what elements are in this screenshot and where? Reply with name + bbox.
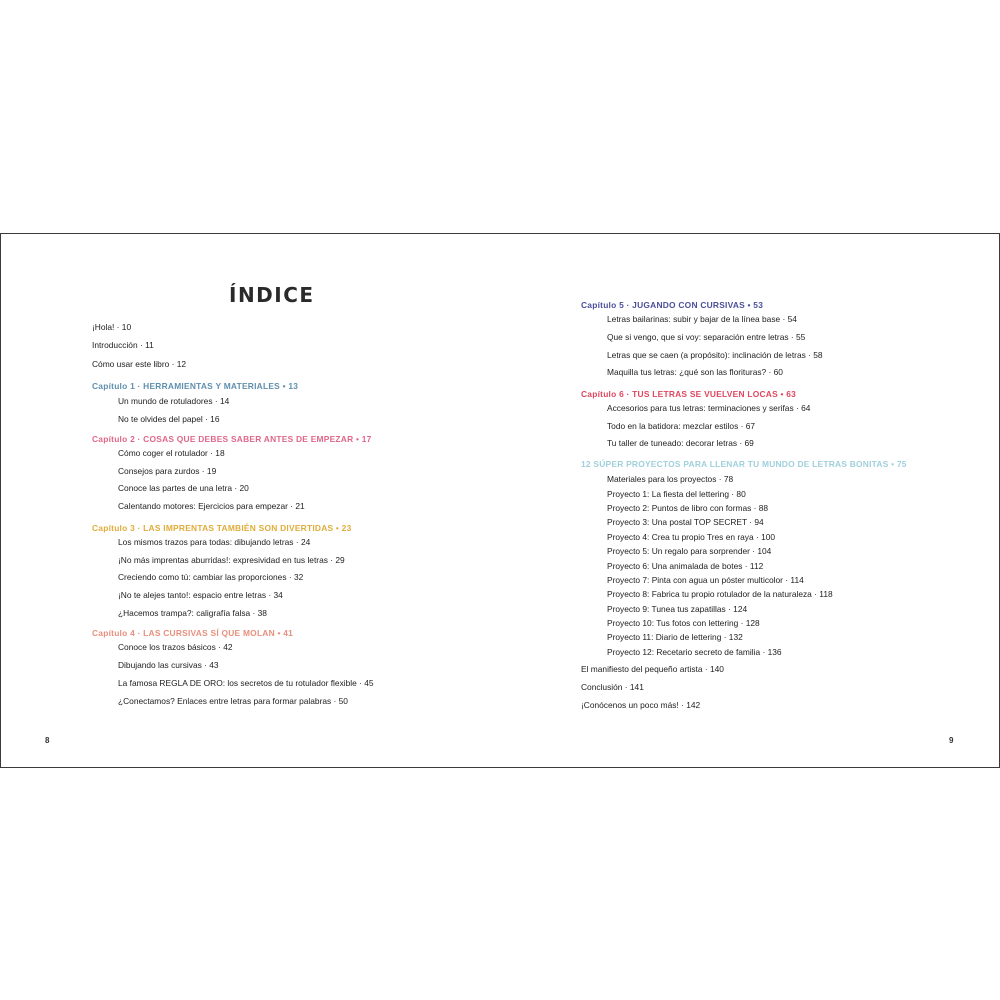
toc-subentry: Calentando motores: Ejercicios para empezar · 21	[118, 501, 305, 511]
toc-entry: Cómo usar este libro · 12	[92, 359, 187, 369]
toc-subentry: Proyecto 12: Recetario secreto de familia · 136	[607, 647, 782, 657]
toc-subentry: Conoce los trazos básicos · 42	[118, 642, 233, 652]
index-title: ÍNDICE	[229, 283, 315, 307]
toc-subentry: Proyecto 9: Tunea tus zapatillas · 124	[607, 604, 748, 614]
toc-subentry: ¡No más imprentas aburridas!: expresividad en tus letras · 29	[118, 555, 345, 565]
chapter-heading: Capítulo 2 · COSAS QUE DEBES SABER ANTES DE EMPEZAR • 17	[92, 434, 372, 444]
toc-subentry: ¿Conectamos? Enlaces entre letras para formar palabras · 50	[118, 696, 348, 706]
toc-subentry: Accesorios para tus letras: terminaciones y serifas · 64	[607, 403, 811, 413]
toc-subentry: Consejos para zurdos · 19	[118, 466, 217, 476]
toc-subentry: Proyecto 3: Una postal TOP SECRET · 94	[607, 517, 764, 527]
toc-subentry: Que si vengo, que si voy: separación entre letras · 55	[607, 332, 806, 342]
chapter-heading: Capítulo 3 · LAS IMPRENTAS TAMBIÉN SON DIVERTIDAS • 23	[92, 523, 352, 533]
right-page-number: 9	[949, 736, 954, 745]
toc-subentry: Cómo coger el rotulador · 18	[118, 448, 225, 458]
toc-subentry: Dibujando las cursivas · 43	[118, 660, 219, 670]
toc-subentry: Tu taller de tuneado: decorar letras · 69	[607, 438, 754, 448]
toc-subentry: Letras que se caen (a propósito): inclinación de letras · 58	[607, 350, 823, 360]
toc-subentry: ¿Hacemos trampa?: caligrafía falsa · 38	[118, 608, 267, 618]
toc-subentry: Proyecto 5: Un regalo para sorprender · 104	[607, 546, 772, 556]
toc-subentry: Proyecto 8: Fabrica tu propio rotulador de la naturaleza · 118	[607, 589, 833, 599]
toc-subentry: Proyecto 2: Puntos de libro con formas · 88	[607, 503, 769, 513]
toc-subentry: Proyecto 7: Pinta con agua un póster multicolor · 114	[607, 575, 804, 585]
toc-subentry: Proyecto 11: Diario de lettering · 132	[607, 632, 743, 642]
toc-subentry: Letras bailarinas: subir y bajar de la línea base · 54	[607, 314, 797, 324]
book-spread	[0, 233, 1000, 768]
toc-subentry: Proyecto 6: Una animalada de botes · 112	[607, 561, 764, 571]
toc-entry: Introducción · 11	[92, 340, 154, 350]
toc-subentry: Proyecto 1: La fiesta del lettering · 80	[607, 489, 746, 499]
toc-subentry: Conoce las partes de una letra · 20	[118, 483, 249, 493]
toc-entry: Conclusión · 141	[581, 682, 644, 692]
toc-subentry: Maquilla tus letras: ¿qué son las florituras? · 60	[607, 367, 783, 377]
toc-subentry: Materiales para los proyectos · 78	[607, 474, 734, 484]
toc-entry: ¡Conócenos un poco más! · 142	[581, 700, 701, 710]
toc-subentry: La famosa REGLA DE ORO: los secretos de tu rotulador flexible · 45	[118, 678, 374, 688]
toc-subentry: Proyecto 10: Tus fotos con lettering · 128	[607, 618, 760, 628]
chapter-heading: Capítulo 5 · JUGANDO CON CURSIVAS • 53	[581, 300, 764, 310]
toc-subentry: Proyecto 4: Crea tu propio Tres en raya · 100	[607, 532, 776, 542]
toc-subentry: Creciendo como tú: cambiar las proporciones · 32	[118, 572, 304, 582]
toc-subentry: Todo en la batidora: mezclar estilos · 67	[607, 421, 756, 431]
toc-subentry: Los mismos trazos para todas: dibujando letras · 24	[118, 537, 311, 547]
toc-subentry: ¡No te alejes tanto!: espacio entre letras · 34	[118, 590, 283, 600]
left-page-number: 8	[45, 736, 50, 745]
chapter-heading: Capítulo 1 · HERRAMIENTAS Y MATERIALES • 13	[92, 381, 299, 391]
chapter-heading: 12 SÚPER PROYECTOS PARA LLENAR TU MUNDO DE LETRAS BONITAS • 75	[581, 459, 907, 469]
toc-entry: El manifiesto del pequeño artista · 140	[581, 664, 724, 674]
chapter-heading: Capítulo 4 · LAS CURSIVAS SÍ QUE MOLAN • 41	[92, 628, 294, 638]
toc-subentry: No te olvides del papel · 16	[118, 414, 220, 424]
chapter-heading: Capítulo 6 · TUS LETRAS SE VUELVEN LOCAS • 63	[581, 389, 797, 399]
toc-subentry: Un mundo de rotuladores · 14	[118, 396, 230, 406]
toc-entry: ¡Hola! · 10	[92, 322, 132, 332]
